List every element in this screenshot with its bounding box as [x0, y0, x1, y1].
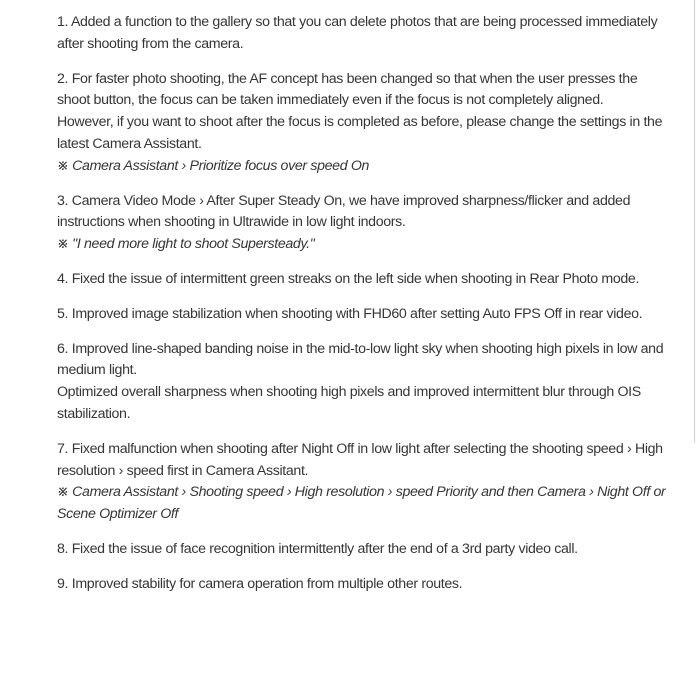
- changelog-item-7: [57, 439, 669, 526]
- item-note: ※ Camera Assistant › Shooting speed › High resolution › speed Priority and then Camera › Night Off or Scene Optimizer Off: [57, 484, 666, 523]
- item-text: 1. Added a function to the gallery so that you can delete photos that are being processed immediately after shooting from the camera.: [57, 14, 658, 52]
- changelog-item-1: [57, 12, 669, 56]
- item-text: 3. Camera Video Mode › After Super Steady On, we have improved sharpness/flicker and added instructions when shooting in Ultrawide in low light indoors.: [57, 192, 631, 231]
- item-note: ※ Camera Assistant › Prioritize focus over speed On: [57, 157, 370, 174]
- item-text-continued: However, if you want to shoot after the focus is completed as before, please change the settings in the latest Camera Assistant.: [57, 114, 663, 152]
- changelog-item-6: [57, 339, 669, 426]
- item-text: 4. Fixed the issue of intermittent green streaks on the left side when shooting in Rear Photo mode.: [57, 270, 640, 287]
- changelog-item-3: [57, 191, 669, 256]
- panel-edge-divider: [694, 0, 695, 443]
- item-text: 8. Fixed the issue of face recognition intermittently after the end of a 3rd party video call.: [57, 540, 578, 557]
- item-text-continued: Optimized overall sharpness when shooting high pixels and improved intermittent blur through OIS stabilization.: [57, 384, 641, 422]
- changelog-item-5: [57, 304, 669, 326]
- item-text: 7. Fixed malfunction when shooting after Night Off in low light after selecting the shooting speed › High resolution › speed first in Camera Assitant.: [57, 440, 663, 479]
- item-text: 5. Improved image stabilization when shooting with FHD60 after setting Auto FPS Off in rear video.: [57, 305, 643, 322]
- item-text: 2. For faster photo shooting, the AF concept has been changed so that when the user presses the shoot button, the focus can be taken immediately even if the focus is not completely aligned.: [57, 70, 638, 109]
- changelog-item-8: [57, 539, 669, 561]
- item-text: 6. Improved line-shaped banding noise in the mid-to-low light sky when shooting high pixels in low and medium light.: [57, 340, 664, 379]
- item-note: ※ "I need more light to shoot Supersteady.": [57, 236, 315, 253]
- changelog-item-4: [57, 269, 669, 291]
- changelog-item-2: [57, 69, 669, 178]
- changelog-list: [57, 12, 669, 609]
- changelog-item-9: [57, 574, 669, 596]
- item-text: 9. Improved stability for camera operation from multiple other routes.: [57, 575, 463, 592]
